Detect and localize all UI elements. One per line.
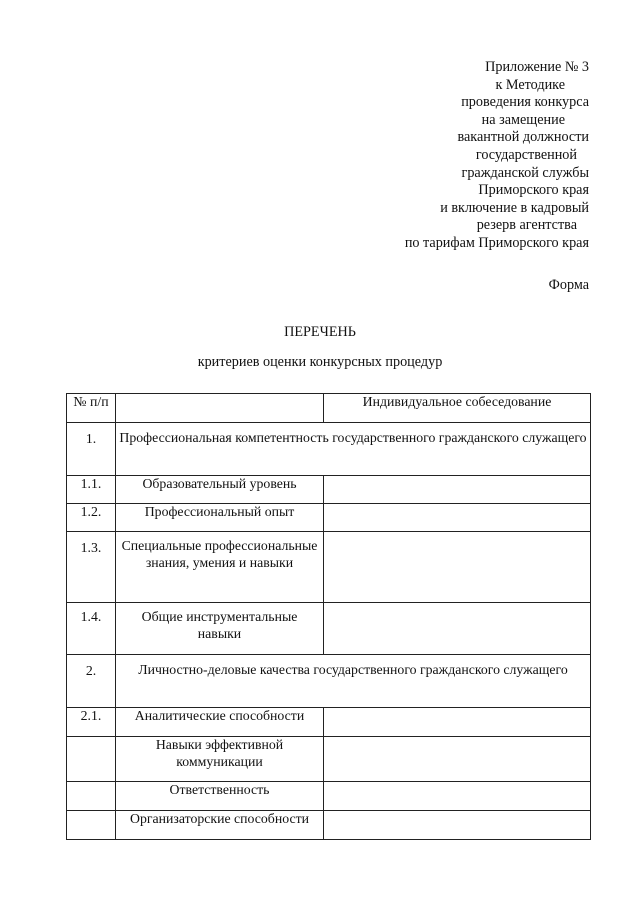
row-criterion: Образовательный уровень [116, 476, 324, 504]
appendix-line: на замещение [481, 111, 565, 128]
appendix-line: по тарифам Приморского края [404, 234, 589, 251]
appendix-line: проведения конкурса [461, 94, 589, 111]
document-subtitle: критериев оценки конкурсных процедур [197, 354, 443, 370]
appendix-line: и включение в кадровый [440, 199, 589, 216]
row-criterion: Организаторские способности [116, 811, 324, 840]
row-criterion: Специальные профессиональные знания, умения и навыки [116, 532, 324, 603]
row-value-cell [324, 476, 591, 504]
table-row [67, 811, 591, 840]
table-header-row [67, 394, 591, 423]
row-value-cell [324, 708, 591, 737]
table-row [67, 708, 591, 737]
row-num: 1.3. [67, 532, 116, 603]
row-value-cell [324, 782, 591, 811]
table-section-row [67, 423, 591, 476]
row-num: 1. [67, 423, 116, 476]
row-num [67, 811, 116, 840]
section-title: Личностно-деловые качества государственного гражданского служащего [116, 655, 591, 708]
row-value-cell [324, 532, 591, 603]
row-num: 1.1. [67, 476, 116, 504]
appendix-line: к Методике [495, 76, 565, 93]
table-row [67, 476, 591, 504]
header-interview: Индивидуальное собеседование [324, 394, 591, 423]
appendix-line: Приморского края [478, 182, 589, 199]
table-row [67, 603, 591, 655]
appendix-line: государственной [475, 146, 577, 163]
appendix-line: резерв агентства [476, 217, 577, 234]
row-criterion: Ответственность [116, 782, 324, 811]
row-num: 2. [67, 655, 116, 708]
appendix-header [349, 59, 589, 253]
table-section-row [67, 655, 591, 708]
document-title: ПЕРЕЧЕНЬ [284, 324, 356, 340]
appendix-line: вакантной должности [457, 129, 589, 146]
header-criterion [116, 394, 324, 423]
section-title: Профессиональная компетентность государственного гражданского служащего [116, 423, 591, 476]
row-num: 1.4. [67, 603, 116, 655]
row-criterion: Общие инструментальные навыки [116, 603, 324, 655]
row-num: 1.2. [67, 504, 116, 532]
table-row [67, 737, 591, 782]
table-row [67, 504, 591, 532]
row-value-cell [324, 737, 591, 782]
header-num: № п/п [67, 394, 116, 423]
row-value-cell [324, 811, 591, 840]
row-value-cell [324, 504, 591, 532]
row-num: 2.1. [67, 708, 116, 737]
row-criterion: Аналитические способности [116, 708, 324, 737]
criteria-table [66, 393, 591, 840]
row-num [67, 782, 116, 811]
row-value-cell [324, 603, 591, 655]
table-row [67, 782, 591, 811]
appendix-line: гражданской службы [461, 164, 589, 181]
row-criterion: Навыки эффективной коммуникации [116, 737, 324, 782]
table-row [67, 532, 591, 603]
row-criterion: Профессиональный опыт [116, 504, 324, 532]
appendix-line: Приложение № 3 [485, 59, 589, 75]
form-label: Форма [548, 277, 589, 293]
row-num [67, 737, 116, 782]
